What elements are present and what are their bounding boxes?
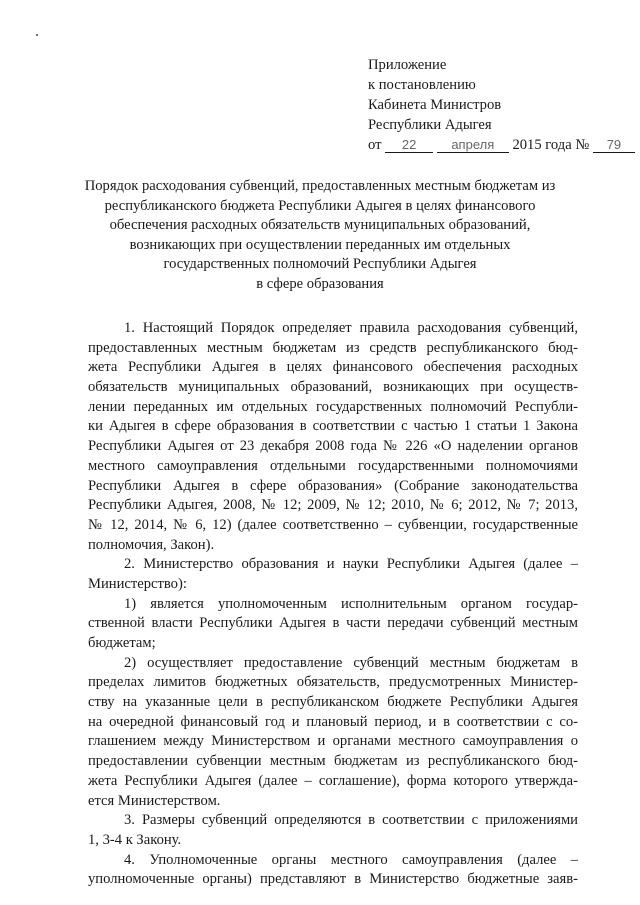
title-line: государственных полномочий Республики Адыгея (163, 256, 477, 273)
scan-speck (36, 34, 38, 36)
body-line: 2. Министерство образования и науки Республики Адыгея (далее – (124, 556, 578, 573)
appendix-line: Кабинета Министров (368, 97, 502, 113)
body-line: уполномоченные органы) представляют в Министерство бюджетные заяв- (88, 871, 578, 888)
appendix-date-line (368, 135, 622, 155)
document-title (60, 177, 580, 295)
body-line: предоставленных местным бюджетам из средств республиканского бюд- (88, 339, 578, 356)
body-line: лении переданных им отдельных государственных полномочий Республи- (88, 398, 578, 415)
body-line: ется Министерством. (88, 792, 221, 809)
body-line: 4. Уполномоченные органы местного самоуправления (далее – (124, 851, 578, 868)
body-line: местного самоуправления отдельными государственными полномочиями (88, 457, 578, 474)
title-line: возникающих при осуществлении переданных им отдельных (129, 236, 511, 253)
body-line: Республики Адыгея, 2008, № 12; 2009, № 12; 2010, № 6; 2012, № 7; 2013, (88, 497, 578, 514)
date-day-handwritten: 22 (385, 137, 433, 153)
body-line: ству на указанные цели в республиканском бюджете Республики Адыгея (88, 694, 578, 711)
appendix-block (368, 55, 622, 155)
body-line: 1) является уполномоченным исполнительным органом государ- (124, 595, 578, 612)
body-line: пределах лимитов бюджетных обязательств, предусмотренных Министер- (88, 674, 578, 691)
appendix-line: Республики Адыгея (368, 117, 492, 133)
body-line: на очередной финансовый год и плановый период, и в соответствии с со- (88, 713, 578, 730)
body-line: жета Республики Адыгея в целях финансового обеспечения расходных (88, 359, 578, 376)
body-line: 3. Размеры субвенций определяются в соответствии с приложениями (124, 812, 578, 829)
body-line: № 12, 2014, № 6, 12) (далее соответственно – субвенции, государственные (88, 516, 578, 533)
title-line: республиканского бюджета Республики Адыгея в целях финансового (104, 197, 536, 214)
body-line: бюджетам; (88, 635, 156, 651)
body-line: Республики Адыгея от 23 декабря 2008 года № 226 «О наделении органов (88, 438, 578, 455)
body-line: 2) осуществляет предоставление субвенций местным бюджетам в (124, 654, 578, 671)
body-line: ки Адыгея в сфере образования в соответствии с частью 1 статьи 1 Закона (88, 418, 578, 435)
body-line: ственной власти Республики Адыгея в части передачи субвенций местным (88, 615, 578, 632)
body-line: полномочия, Закон). (88, 536, 215, 553)
title-line: Порядок расходования субвенций, предоставленных местным бюджетам из (84, 178, 556, 194)
body-line: Министерство): (88, 575, 187, 592)
body-line: жета Республики Адыгея (далее – соглашение), форма которого утвержда- (88, 772, 578, 789)
body-line: 1, 3-4 к Закону. (88, 831, 182, 848)
date-prefix: от (368, 137, 382, 153)
appendix-line: к постановлению (368, 77, 476, 93)
document-body (88, 319, 578, 890)
body-line: Республики Адыгея в сфере образования» (Собрание законодательства (88, 477, 578, 494)
body-line: глашением между Министерством и органами местного самоуправления о (88, 733, 578, 750)
title-line: в сфере образования (256, 275, 384, 292)
date-year-text: 2015 года № (512, 137, 590, 153)
body-line: предоставлении субвенции местным бюджетам из республиканского бюд- (88, 753, 578, 770)
decree-number-handwritten: 79 (593, 137, 635, 153)
date-month-handwritten: апреля (437, 137, 509, 153)
body-line: 1. Настоящий Порядок определяет правила расходования субвенций, (124, 320, 578, 336)
title-line: обеспечения расходных обязательств муниципальных образований, (109, 217, 531, 234)
body-line: обязательств муниципальных образований, возникающих при осуществ- (88, 379, 578, 396)
appendix-line: Приложение (368, 57, 447, 73)
